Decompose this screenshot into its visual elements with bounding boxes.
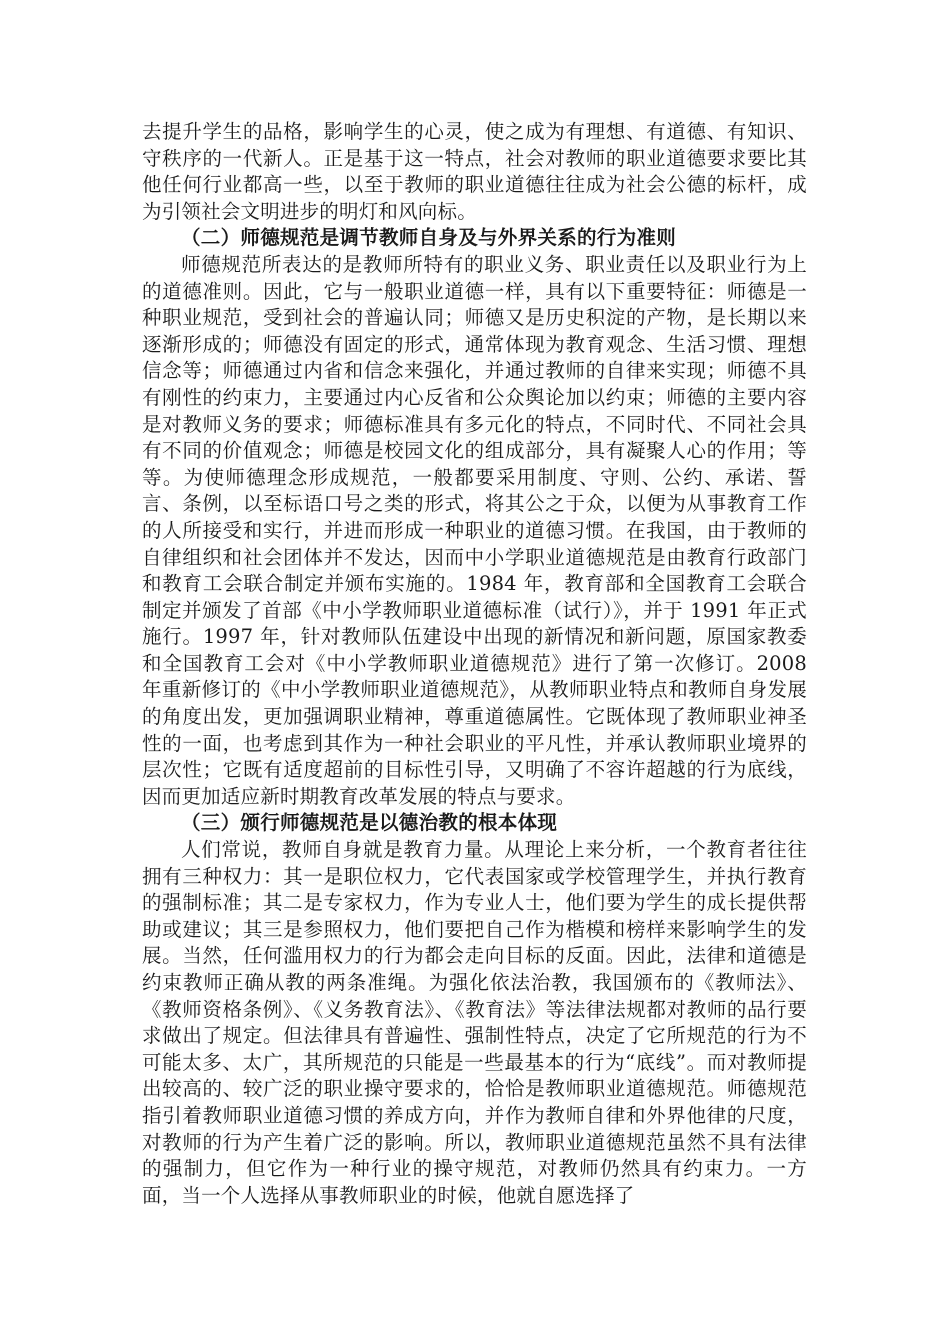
section-body-3: 人们常说，教师自身就是教育力量。从理论上来分析，一个教育者往往拥有三种权力：其一是职位权力，它代表国家或学校管理学生，并执行教育的强制标准；其二是专家权力，作为专业人士，他们要为学生的成长提供帮助或建议；其三是参照权力，他们要把自己作为楷模和榜样来影响学生的发展。当然，任何滥用权力的行为都会走向目标的反面。因此，法律和道德是约束教师正确从教的两条准绳。为强化依法治教，我国颁布的《教师法》、《教师资格条例》、《义务教育法》、《教育法》等法律法规都对教师的品行要求做出了规定。但法律具有普遍性、强制性特点，决定了它所规范的行为不可能太多、太广，其所规范的只能是一些最基本的行为“底线”。而对教师提出较高的、较广泛的职业操守要求的，恰恰是教师职业道德规范。师德规范指引着教师职业道德习惯的养成方向，并作为教师自律和外界他律的尺度，对教师的行为产生着广泛的影响。所以，教师职业道德规范虽然不具有法律的强制力，但它作为一种行业的操守规范，对教师仍然具有约束力。一方面，当一个人选择从事教师职业的时候，他就自愿选择了 [142,838,807,1207]
section-body-2: 师德规范所表达的是教师所特有的职业义务、职业责任以及职业行为上的道德准则。因此，它与一般职业道德一样，具有以下重要特征：师德是一种职业规范，受到社会的普遍认同；师德又是历史积淀的产物，是长期以来逐渐形成的；师德没有固定的形式，通常体现为教育观念、生活习惯、理想信念等；师德通过内省和信念来强化，并通过教师的自律来实现；师德不具有刚性的约束力，主要通过内心反省和公众舆论加以约束；师德的主要内容是对教师义务的要求；师德标准具有多元化的特点，不同时代、不同社会具有不同的价值观念；师德是校园文化的组成部分，具有凝聚人心的作用；等等。为使师德理念形成规范，一般都要采用制度、守则、公约、承诺、誓言、条例，以至标语口号之类的形式，将其公之于众，以便为从事教育工作的人所接受和实行，并进而形成一种职业的道德习惯。在我国，由于教师的自律组织和社会团体并不发达，因而中小学职业道德规范是由教育行政部门和教育工会联合制定并颁布实施的。1984 年，教育部和全国教育工会联合制定并颁发了首部《中小学教师职业道德标准（试行）》，并于 1991 年正式施行。1997 年，针对教师队伍建设中出现的新情况和新问题，原国家教委和全国教育工会对《中小学教师职业道德规范》进行了第一次修订。2008 年重新修订的《中小学教师职业道德规范》，从教师职业特点和教师自身发展的角度出发，更加强调职业精神，尊重道德属性。它既体现了教师职业神圣性的一面，也考虑到其作为一种社会职业的平凡性，并承认教师职业境界的层次性；它既有适度超前的目标性引导，又明确了不容许超越的行为底线，因而更加适应新时期教育改革发展的特点与要求。 [142,252,807,808]
document-page [142,119,807,1209]
section-heading-3: （三）颁行师德规范是以德治教的根本体现 [181,811,558,835]
section-heading-2: （二）师德规范是调节教师自身及与外界关系的行为准则 [181,226,677,250]
paragraph-continuation: 去提升学生的品格，影响学生的心灵，使之成为有理想、有道德、有知识、守秩序的一代新人。正是基于这一特点，社会对教师的职业道德要求要比其他任何行业都高一些，以至于教师的职业道德往往成为社会公德的标杆，成为引领社会文明进步的明灯和风向标。 [142,120,807,223]
